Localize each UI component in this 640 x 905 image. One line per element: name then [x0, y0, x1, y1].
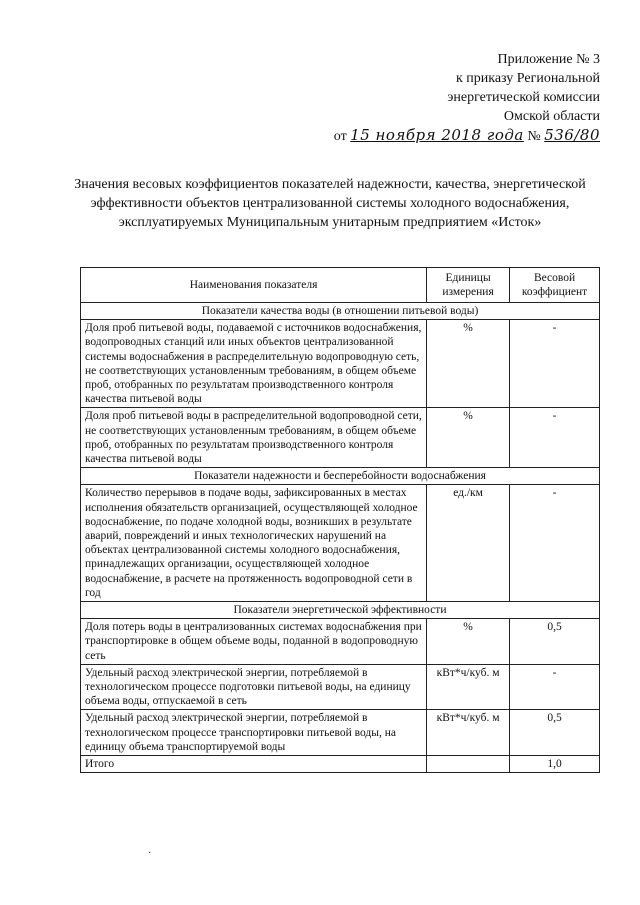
- appendix-order-ref: к приказу Региональной: [455, 71, 600, 86]
- section-title-energy: Показатели энергетической эффективности: [81, 602, 600, 619]
- section-title-quality: Показатели качества воды (в отношении питьевой воды): [81, 303, 600, 320]
- indicator-weight: -: [510, 320, 600, 408]
- table-header-row: [81, 268, 600, 303]
- indicator-name: Количество перерывов в подаче воды, зафиксированных в местах исполнения обязательств организацией, осуществляющей холодное водоснабжение, по подаче холодной воды, возникших в результате аварий, повреждений и иных технологических нарушений на объектах централизованной системы холодного водоснабжения, принадлежащих организации, осуществляющей холодное водоснабжение, в расчете на протяженность водопроводной сети в год: [81, 485, 427, 602]
- header-unit: Единицы измерения: [427, 268, 510, 303]
- table-row: [81, 619, 600, 665]
- indicator-weight: 0,5: [510, 710, 600, 756]
- total-row: [81, 756, 600, 773]
- indicator-unit: кВт*ч/куб. м: [427, 664, 510, 710]
- order-date-handwritten: 15 ноября 2018 года: [350, 126, 524, 144]
- table-row: [81, 485, 600, 602]
- indicator-unit: ед./км: [427, 485, 510, 602]
- total-label: Итого: [81, 756, 427, 773]
- indicator-weight: -: [510, 664, 600, 710]
- header-name: Наименования показателя: [81, 268, 427, 303]
- section-row: [81, 303, 600, 320]
- page-mark: ·: [148, 848, 152, 859]
- appendix-header: [334, 50, 600, 146]
- indicator-weight: 0,5: [510, 619, 600, 665]
- section-row: [81, 602, 600, 619]
- indicator-unit: %: [427, 619, 510, 665]
- document-title: Значения весовых коэффициентов показателей надежности, качества, энергетической эффективности объектов централизованной системы холодного водоснабжения, эксплуатируемых Муниципальным унитарным предприятием «Исток»: [74, 177, 586, 230]
- section-title-reliability: Показатели надежности и бесперебойности водоснабжения: [81, 468, 600, 485]
- indicator-unit: кВт*ч/куб. м: [427, 710, 510, 756]
- appendix-region: Омской области: [503, 109, 600, 124]
- indicator-unit: %: [427, 408, 510, 468]
- total-weight: 1,0: [510, 756, 600, 773]
- order-number-handwritten: 536/80: [544, 126, 600, 144]
- indicator-name: Доля проб питьевой воды в распределительной водопроводной сети, не соответствующих установленным требованиям, в общем объеме проб, отобранных по результатам производственного контроля качества питьевой воды: [81, 408, 427, 468]
- indicator-unit: %: [427, 320, 510, 408]
- order-date-line: [334, 126, 600, 146]
- table-row: [81, 710, 600, 756]
- indicator-weight: -: [510, 408, 600, 468]
- order-from-label: от: [333, 129, 347, 144]
- indicator-name: Доля потерь воды в централизованных системах водоснабжения при транспортировке в общем объеме воды, поданной в водопроводную сеть: [81, 619, 427, 665]
- section-row: [81, 468, 600, 485]
- order-number-label: №: [527, 129, 541, 144]
- table-row: [81, 664, 600, 710]
- indicator-weight: -: [510, 485, 600, 602]
- indicator-name: Удельный расход электрической энергии, потребляемой в технологическом процессе транспортировки питьевой воды, на единицу объема транспортируемой воды: [81, 710, 427, 756]
- appendix-number: Приложение № 3: [497, 52, 600, 67]
- table-row: [81, 320, 600, 408]
- indicator-name: Удельный расход электрической энергии, потребляемой в технологическом процессе подготовки питьевой воды, на единицу объема воды, отпускаемой в сеть: [81, 664, 427, 710]
- appendix-commission: энергетической комиссии: [447, 90, 600, 105]
- coefficients-table: [80, 267, 600, 773]
- total-unit-empty: [427, 756, 510, 773]
- header-weight: Весовой коэффициент: [510, 268, 600, 303]
- indicator-name: Доля проб питьевой воды, подаваемой с источников водоснабжения, водопроводных станций или иных объектов централизованной системы водоснабжения в распределительную водопроводную сеть, не соответствующих установленным требованиям, в общем объеме проб, отобранных по результатам производственного контроля качества питьевой воды: [81, 320, 427, 408]
- table-row: [81, 408, 600, 468]
